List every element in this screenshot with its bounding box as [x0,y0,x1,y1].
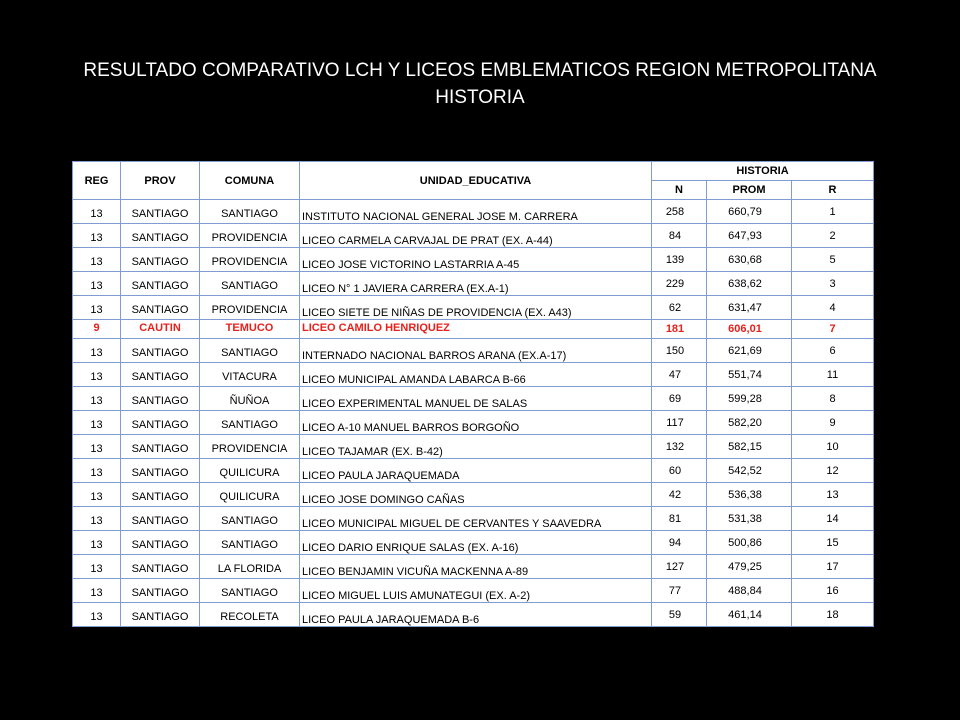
header-n: N [652,181,707,200]
cell-comuna: SANTIAGO [200,200,300,224]
table-row [73,363,874,387]
cell-unidad-educativa: LICEO JOSE VICTORINO LASTARRIA A-45 [300,248,652,272]
table-header [73,162,874,200]
cell-reg: 13 [73,272,121,296]
cell-r: 2 [792,224,874,248]
cell-n: 81 [652,507,707,531]
cell-unidad-educativa: INTERNADO NACIONAL BARROS ARANA (EX.A-17) [300,339,652,363]
cell-prom: 461,14 [707,603,792,627]
header-unidad-educativa: UNIDAD_EDUCATIVA [300,162,652,200]
cell-prov: SANTIAGO [121,200,200,224]
table-row [73,248,874,272]
cell-n: 47 [652,363,707,387]
cell-n: 139 [652,248,707,272]
cell-prom: 500,86 [707,531,792,555]
cell-unidad-educativa: LICEO CARMELA CARVAJAL DE PRAT (EX. A-44) [300,224,652,248]
cell-r: 7 [792,320,874,339]
cell-prom: 536,38 [707,483,792,507]
cell-r: 3 [792,272,874,296]
cell-unidad-educativa: LICEO A-10 MANUEL BARROS BORGOÑO [300,411,652,435]
cell-r: 9 [792,411,874,435]
table-body [73,200,874,627]
cell-prom: 660,79 [707,200,792,224]
slide-title [40,57,920,111]
cell-comuna: PROVIDENCIA [200,296,300,320]
cell-r: 4 [792,296,874,320]
cell-reg: 13 [73,507,121,531]
cell-prov: SANTIAGO [121,435,200,459]
table-row [73,507,874,531]
cell-comuna: SANTIAGO [200,411,300,435]
cell-prom: 630,68 [707,248,792,272]
cell-prom: 638,62 [707,272,792,296]
table-row [73,531,874,555]
table-row [73,555,874,579]
cell-comuna: PROVIDENCIA [200,435,300,459]
cell-unidad-educativa: LICEO EXPERIMENTAL MANUEL DE SALAS [300,387,652,411]
results-table-container [72,161,873,627]
header-comuna: COMUNA [200,162,300,200]
cell-prom: 531,38 [707,507,792,531]
cell-n: 94 [652,531,707,555]
cell-reg: 13 [73,459,121,483]
cell-prov: SANTIAGO [121,483,200,507]
cell-reg: 13 [73,248,121,272]
cell-prov: SANTIAGO [121,248,200,272]
cell-r: 14 [792,507,874,531]
cell-unidad-educativa: LICEO DARIO ENRIQUE SALAS (EX. A-16) [300,531,652,555]
cell-n: 150 [652,339,707,363]
cell-prom: 647,93 [707,224,792,248]
cell-unidad-educativa: LICEO MIGUEL LUIS AMUNATEGUI (EX. A-2) [300,579,652,603]
table-row [73,603,874,627]
cell-comuna: LA FLORIDA [200,555,300,579]
cell-r: 12 [792,459,874,483]
cell-r: 17 [792,555,874,579]
cell-prom: 621,69 [707,339,792,363]
cell-r: 11 [792,363,874,387]
table-row [73,459,874,483]
cell-prov: SANTIAGO [121,224,200,248]
table-row [73,483,874,507]
cell-unidad-educativa: LICEO MUNICIPAL MIGUEL DE CERVANTES Y SAAVEDRA [300,507,652,531]
cell-prom: 551,74 [707,363,792,387]
cell-n: 62 [652,296,707,320]
cell-comuna: QUILICURA [200,459,300,483]
cell-reg: 13 [73,603,121,627]
table-row [73,224,874,248]
cell-unidad-educativa: LICEO PAULA JARAQUEMADA B-6 [300,603,652,627]
cell-unidad-educativa: LICEO MUNICIPAL AMANDA LABARCA B-66 [300,363,652,387]
cell-unidad-educativa: LICEO TAJAMAR (EX. B-42) [300,435,652,459]
cell-reg: 13 [73,339,121,363]
table-row [73,320,874,339]
cell-prov: SANTIAGO [121,387,200,411]
cell-prov: SANTIAGO [121,411,200,435]
cell-prom: 582,15 [707,435,792,459]
cell-reg: 13 [73,555,121,579]
cell-comuna: TEMUCO [200,320,300,339]
cell-r: 13 [792,483,874,507]
cell-n: 258 [652,200,707,224]
cell-unidad-educativa: LICEO CAMILO HENRIQUEZ [300,320,652,339]
cell-unidad-educativa: LICEO N° 1 JAVIERA CARRERA (EX.A-1) [300,272,652,296]
cell-prom: 606,01 [707,320,792,339]
cell-prom: 599,28 [707,387,792,411]
cell-r: 5 [792,248,874,272]
cell-comuna: QUILICURA [200,483,300,507]
cell-n: 229 [652,272,707,296]
cell-prom: 631,47 [707,296,792,320]
cell-n: 132 [652,435,707,459]
table-row [73,435,874,459]
cell-prom: 488,84 [707,579,792,603]
cell-r: 6 [792,339,874,363]
cell-reg: 13 [73,296,121,320]
cell-prov: SANTIAGO [121,507,200,531]
cell-reg: 13 [73,200,121,224]
table-row [73,387,874,411]
cell-prom: 542,52 [707,459,792,483]
cell-reg: 13 [73,224,121,248]
cell-reg: 13 [73,411,121,435]
cell-prov: SANTIAGO [121,296,200,320]
cell-comuna: PROVIDENCIA [200,248,300,272]
table-row [73,411,874,435]
cell-comuna: SANTIAGO [200,339,300,363]
table-row [73,579,874,603]
cell-reg: 9 [73,320,121,339]
cell-n: 60 [652,459,707,483]
cell-prom: 479,25 [707,555,792,579]
cell-prov: SANTIAGO [121,603,200,627]
cell-prov: SANTIAGO [121,339,200,363]
cell-comuna: SANTIAGO [200,507,300,531]
cell-unidad-educativa: LICEO BENJAMIN VICUÑA MACKENNA A-89 [300,555,652,579]
cell-unidad-educativa: INSTITUTO NACIONAL GENERAL JOSE M. CARRERA [300,200,652,224]
cell-n: 77 [652,579,707,603]
header-historia-group: HISTORIA [652,162,874,181]
cell-comuna: VITACURA [200,363,300,387]
cell-r: 18 [792,603,874,627]
cell-n: 181 [652,320,707,339]
table-row [73,272,874,296]
cell-prov: SANTIAGO [121,531,200,555]
cell-n: 84 [652,224,707,248]
cell-reg: 13 [73,531,121,555]
cell-comuna: SANTIAGO [200,579,300,603]
results-table [72,161,874,627]
cell-n: 42 [652,483,707,507]
cell-prov: SANTIAGO [121,459,200,483]
cell-n: 127 [652,555,707,579]
cell-comuna: SANTIAGO [200,272,300,296]
table-row [73,200,874,224]
cell-prov: SANTIAGO [121,579,200,603]
cell-n: 59 [652,603,707,627]
cell-comuna: ÑUÑOA [200,387,300,411]
cell-prov: SANTIAGO [121,363,200,387]
cell-n: 69 [652,387,707,411]
cell-comuna: RECOLETA [200,603,300,627]
cell-comuna: SANTIAGO [200,531,300,555]
cell-r: 15 [792,531,874,555]
cell-prom: 582,20 [707,411,792,435]
cell-prov: CAUTIN [121,320,200,339]
cell-reg: 13 [73,483,121,507]
header-prov: PROV [121,162,200,200]
cell-unidad-educativa: LICEO PAULA JARAQUEMADA [300,459,652,483]
cell-unidad-educativa: LICEO JOSE DOMINGO CAÑAS [300,483,652,507]
cell-prov: SANTIAGO [121,555,200,579]
cell-r: 10 [792,435,874,459]
cell-r: 16 [792,579,874,603]
header-prom: PROM [707,181,792,200]
title-line-1: RESULTADO COMPARATIVO LCH Y LICEOS EMBLEMATICOS REGION METROPOLITANA [83,60,877,81]
cell-r: 8 [792,387,874,411]
header-reg: REG [73,162,121,200]
table-row [73,296,874,320]
cell-r: 1 [792,200,874,224]
table-row [73,339,874,363]
cell-reg: 13 [73,435,121,459]
cell-reg: 13 [73,387,121,411]
cell-n: 117 [652,411,707,435]
cell-comuna: PROVIDENCIA [200,224,300,248]
cell-prov: SANTIAGO [121,272,200,296]
cell-reg: 13 [73,363,121,387]
header-r: R [792,181,874,200]
cell-unidad-educativa: LICEO SIETE DE NIÑAS DE PROVIDENCIA (EX. A43) [300,296,652,320]
title-line-2: HISTORIA [435,87,525,108]
cell-reg: 13 [73,579,121,603]
